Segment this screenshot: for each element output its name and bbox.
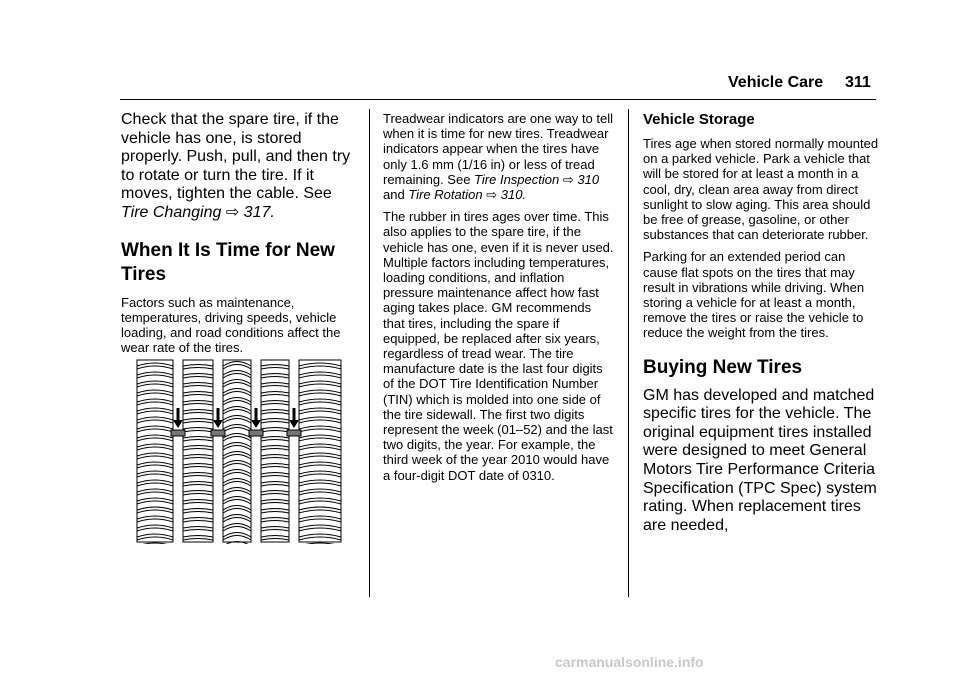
tread-block <box>183 536 213 541</box>
tread-block <box>261 392 289 397</box>
tread-block <box>261 374 289 379</box>
tread-block <box>299 489 341 495</box>
storage-paragraph: Tires age when stored normally mounted on a parked vehicle. Park a vehicle that will be stored for at least a month in a cool, dry, clean area away from direct sunlight to slow aging. This area should be free of grease, gasoline, or other substances that can deteriorate rubber. <box>643 136 879 243</box>
indicator-arrow-icon <box>213 408 223 428</box>
tread-block <box>299 453 341 459</box>
tread-block <box>223 425 251 433</box>
tread-block <box>183 473 213 478</box>
spare-tire-paragraph: Check that the spare tire, if the vehicle has one, is stored properly. Push, pull, and then try to rotate or turn the tire. If it moves, tighten the cable. See Tire Changing ⇨ 317. <box>121 111 351 221</box>
tread-block <box>183 428 213 433</box>
tread-block <box>137 390 173 396</box>
tread-block <box>299 426 341 432</box>
column-3 <box>643 111 879 535</box>
tread-block <box>183 491 213 496</box>
reference-arrow-icon: ⇨ <box>225 203 240 221</box>
tread-block <box>299 498 341 504</box>
tread-block <box>223 416 251 424</box>
tread-block <box>183 383 213 388</box>
header-section-title: Vehicle Care <box>728 74 824 91</box>
tread-block <box>137 363 173 369</box>
tread-block <box>183 527 213 532</box>
tread-block <box>183 482 213 487</box>
tread-wear-bar <box>287 430 301 436</box>
tread-block <box>261 401 289 406</box>
tread-block <box>223 389 251 397</box>
tread-block <box>223 533 251 541</box>
header-page-number: 311 <box>845 74 871 91</box>
tread-block <box>299 372 341 378</box>
indicator-arrow-icon <box>251 408 261 428</box>
tread-block <box>183 410 213 415</box>
column-2 <box>383 111 615 483</box>
tread-block <box>223 443 251 451</box>
tread-block <box>183 464 213 469</box>
tread-block <box>137 534 173 540</box>
tread-block <box>299 480 341 486</box>
tread-block <box>223 371 251 379</box>
reference-arrow-icon: ⇨ <box>562 171 574 187</box>
tread-wear-bar <box>171 430 185 436</box>
tread-pattern-image <box>133 358 348 544</box>
tread-block <box>299 516 341 522</box>
tread-block <box>261 473 289 478</box>
tread-block <box>261 464 289 469</box>
watermark: carmanualsonline.info <box>555 654 704 670</box>
tread-block <box>183 455 213 460</box>
tread-block <box>299 381 341 387</box>
tread-block <box>299 525 341 531</box>
tread-block <box>137 516 173 522</box>
tread-block <box>183 365 213 370</box>
tread-block <box>299 543 341 544</box>
tread-block <box>223 488 251 496</box>
tread-block <box>137 489 173 495</box>
tread-block <box>223 479 251 487</box>
tread-block <box>137 381 173 387</box>
treadwear-paragraph: Treadwear indicators are one way to tell when it is time for new tires. Treadwear indicators appear when the tires have only 1.6 mm (1/16 in) or less of tread remaining. See Tire Inspection ⇨ 310 and Tire Rotation ⇨ 310. <box>383 111 614 203</box>
tread-wear-bar <box>211 430 225 436</box>
treadwear-indicator-illustration <box>133 358 348 544</box>
tread-block <box>299 534 341 540</box>
tread-block <box>223 380 251 388</box>
reference-arrow-icon: ⇨ <box>486 187 498 203</box>
tread-block <box>261 419 289 424</box>
tread-block <box>299 507 341 513</box>
tire-rotation-link[interactable]: Tire Rotation <box>408 187 483 203</box>
tread-block <box>183 392 213 397</box>
tread-block <box>261 428 289 433</box>
tread-block <box>137 372 173 378</box>
tread-block <box>299 417 341 423</box>
column-divider <box>628 109 629 597</box>
tread-block <box>183 446 213 451</box>
tread-block <box>299 408 341 414</box>
tread-block <box>137 480 173 486</box>
indicator-arrow-icon <box>289 408 299 428</box>
new-tires-heading: When It Is Time for New Tires <box>121 239 335 285</box>
tread-block <box>183 401 213 406</box>
buying-tires-paragraph: GM has developed and matched specific tires for the vehicle. The original equipment tires installed were designed to meet General Motors Tire Performance Criteria Specification (TPC Spec) system rating. When replacement tires are needed, <box>643 386 877 534</box>
tread-block <box>261 518 289 523</box>
tread-block <box>223 497 251 505</box>
tread-block <box>137 498 173 504</box>
tread-block <box>223 461 251 469</box>
vehicle-storage-heading: Vehicle Storage <box>643 111 755 128</box>
tread-block <box>137 453 173 459</box>
tread-rib <box>183 360 213 542</box>
tread-block <box>261 527 289 532</box>
wear-factors-paragraph: Factors such as maintenance, temperatures, driving speeds, vehicle loading, and road conditions affect the wear rate of the tires. <box>121 294 341 356</box>
tread-block <box>183 500 213 505</box>
tread-block <box>183 509 213 514</box>
tread-block <box>137 435 173 441</box>
tire-changing-page[interactable]: 317 <box>243 203 271 221</box>
header-rule <box>120 99 876 100</box>
tread-block <box>223 470 251 478</box>
tread-rib <box>261 360 289 542</box>
tread-block <box>183 419 213 424</box>
flat-spots-paragraph: Parking for an extended period can cause flat spots on the tires that may result in vibrations while driving. When storing a vehicle for at least a month, remove the tires or raise the vehicle to reduce the weight from the tires. <box>643 249 865 341</box>
tread-block <box>261 383 289 388</box>
tread-block <box>137 462 173 468</box>
tire-changing-link[interactable]: Tire Changing <box>121 203 222 221</box>
tread-block <box>261 437 289 442</box>
tread-block <box>137 471 173 477</box>
tread-block <box>261 536 289 541</box>
tread-block <box>299 471 341 477</box>
tread-block <box>223 407 251 415</box>
tread-block <box>299 399 341 405</box>
indicator-arrow-icon <box>173 408 183 428</box>
tread-block <box>261 410 289 415</box>
tread-block <box>261 446 289 451</box>
buying-tires-heading: Buying New Tires <box>643 356 803 378</box>
tread-block <box>223 434 251 442</box>
tread-block <box>299 435 341 441</box>
tread-block <box>137 507 173 513</box>
tread-block <box>223 452 251 460</box>
tread-block <box>137 426 173 432</box>
tread-block <box>299 363 341 369</box>
tread-block <box>261 500 289 505</box>
tread-block <box>261 365 289 370</box>
tread-block <box>137 444 173 450</box>
tread-block <box>183 374 213 379</box>
tire-inspection-link[interactable]: Tire Inspection <box>474 171 560 187</box>
tread-block <box>261 482 289 487</box>
tread-block <box>137 543 173 544</box>
tread-block <box>261 509 289 514</box>
tread-block <box>223 362 251 370</box>
tread-rib <box>299 360 341 542</box>
tread-block <box>137 417 173 423</box>
tread-wear-bar <box>249 430 263 436</box>
tread-block <box>223 506 251 514</box>
tread-block <box>183 437 213 442</box>
column-divider <box>369 109 370 597</box>
tread-block <box>183 518 213 523</box>
tread-block <box>299 462 341 468</box>
tread-block <box>261 455 289 460</box>
tread-block <box>261 491 289 496</box>
column-1 <box>121 111 361 355</box>
tire-inspection-page[interactable]: 310 <box>577 171 600 187</box>
tread-block <box>223 524 251 532</box>
tread-block <box>137 525 173 531</box>
tread-block <box>137 408 173 414</box>
tread-block <box>137 399 173 405</box>
tire-aging-paragraph: The rubber in tires ages over time. This also applies to the spare tire, if the vehicle has one, even if it is never used. Multiple factors including temperatures, loading conditions, and inflation pressure maintenance affect how fast aging takes place. GM recommends that tires, including the spare if equipped, be replaced after six years, regardless of tread wear. The tire manufacture date is the last four digits of the DOT Tire Identification Number (TIN) which is molded into one side of the tire sidewall. The first two digits represent the week (01–52) and the last two digits, the year. For example, the third week of the year 2010 would have a four-digit DOT date of 0310. <box>383 209 614 483</box>
tread-block <box>223 398 251 406</box>
tire-rotation-page[interactable]: 310 <box>500 187 523 203</box>
tread-block <box>299 444 341 450</box>
tread-block <box>223 515 251 523</box>
tread-block <box>299 390 341 396</box>
tread-rib <box>137 360 173 542</box>
